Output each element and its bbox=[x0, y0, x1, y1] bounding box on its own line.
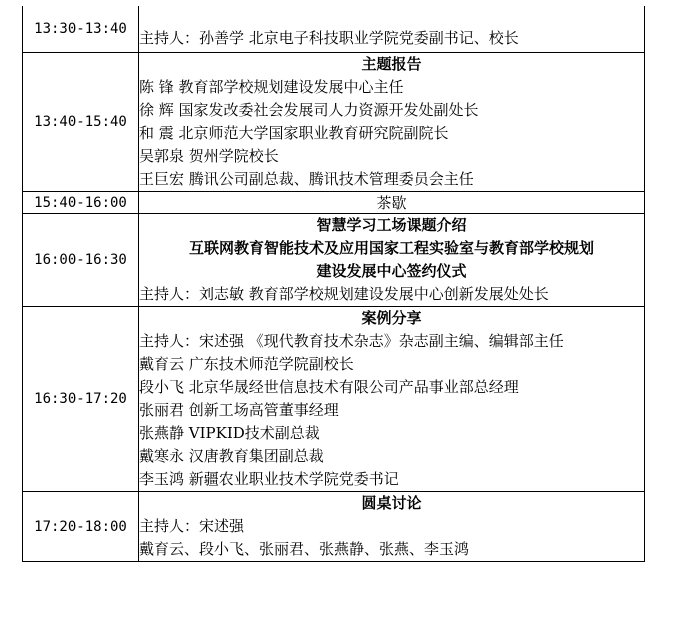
time-cell: 17:20-18:00 bbox=[23, 492, 139, 562]
time-cell: 16:00-16:30 bbox=[23, 214, 139, 307]
agenda-row bbox=[23, 6, 645, 53]
host-line: 主持人：孙善学 北京电子科技职业学院党委副书记、校长 bbox=[139, 28, 519, 47]
agenda-row bbox=[23, 192, 645, 214]
content-cell bbox=[139, 492, 645, 562]
agenda-table bbox=[22, 6, 645, 562]
speaker-line: 张燕静 VIPKID技术副总裁 bbox=[139, 424, 320, 442]
speaker-line: 戴育云、段小飞、张丽君、张燕静、张燕、李玉鸿 bbox=[139, 540, 470, 558]
host-line: 主持人：宋述强 《现代教育技术杂志》杂志副主编、编辑部主任 bbox=[139, 332, 564, 350]
section-title: 圆桌讨论 bbox=[361, 494, 422, 512]
speaker-line: 戴寒永 汉唐教育集团副总裁 bbox=[139, 447, 324, 465]
agenda-row bbox=[23, 53, 645, 192]
time-cell: 16:30-17:20 bbox=[23, 307, 139, 492]
speaker-line: 李玉鸿 新疆农业职业技术学院党委书记 bbox=[139, 470, 399, 488]
content-cell bbox=[139, 214, 645, 307]
content-cell bbox=[139, 6, 645, 53]
section-title: 互联网教育智能技术及应用国家工程实验室与教育部学校规划 bbox=[188, 239, 594, 257]
section-title: 建设发展中心签约仪式 bbox=[316, 262, 467, 280]
content-cell bbox=[139, 307, 645, 492]
speaker-line: 徐 辉 国家发改委社会发展司人力资源开发处副处长 bbox=[139, 101, 479, 119]
speaker-line: 王巨宏 腾讯公司副总裁、腾讯技术管理委员会主任 bbox=[139, 170, 474, 188]
speaker-line: 和 震 北京师范大学国家职业教育研究院副院长 bbox=[139, 124, 449, 142]
speaker-line: 张丽君 创新工场高管董事经理 bbox=[139, 401, 339, 419]
host-line: 主持人：刘志敏 教育部学校规划建设发展中心创新发展处处长 bbox=[139, 285, 549, 303]
time-cell: 15:40-16:00 bbox=[23, 192, 139, 214]
time-cell: 13:30-13:40 bbox=[23, 6, 139, 53]
speaker-line: 吴郭泉 贺州学院校长 bbox=[139, 147, 279, 165]
section-title: 案例分享 bbox=[361, 309, 422, 327]
break-cell: 茶歇 bbox=[139, 192, 645, 214]
speaker-line: 陈 锋 教育部学校规划建设发展中心主任 bbox=[139, 78, 404, 96]
section-title: 智慧学习工场课题介绍 bbox=[316, 216, 467, 234]
time-cell: 13:40-15:40 bbox=[23, 53, 139, 192]
speaker-line: 戴育云 广东技术师范学院副校长 bbox=[139, 355, 354, 373]
content-cell bbox=[139, 53, 645, 192]
agenda-row bbox=[23, 307, 645, 492]
speaker-line: 段小飞 北京华晟经世信息技术有限公司产品事业部总经理 bbox=[139, 378, 519, 396]
section-title: 主题报告 bbox=[361, 55, 422, 73]
agenda-row bbox=[23, 492, 645, 562]
agenda-row bbox=[23, 214, 645, 307]
host-line: 主持人：宋述强 bbox=[139, 517, 245, 535]
